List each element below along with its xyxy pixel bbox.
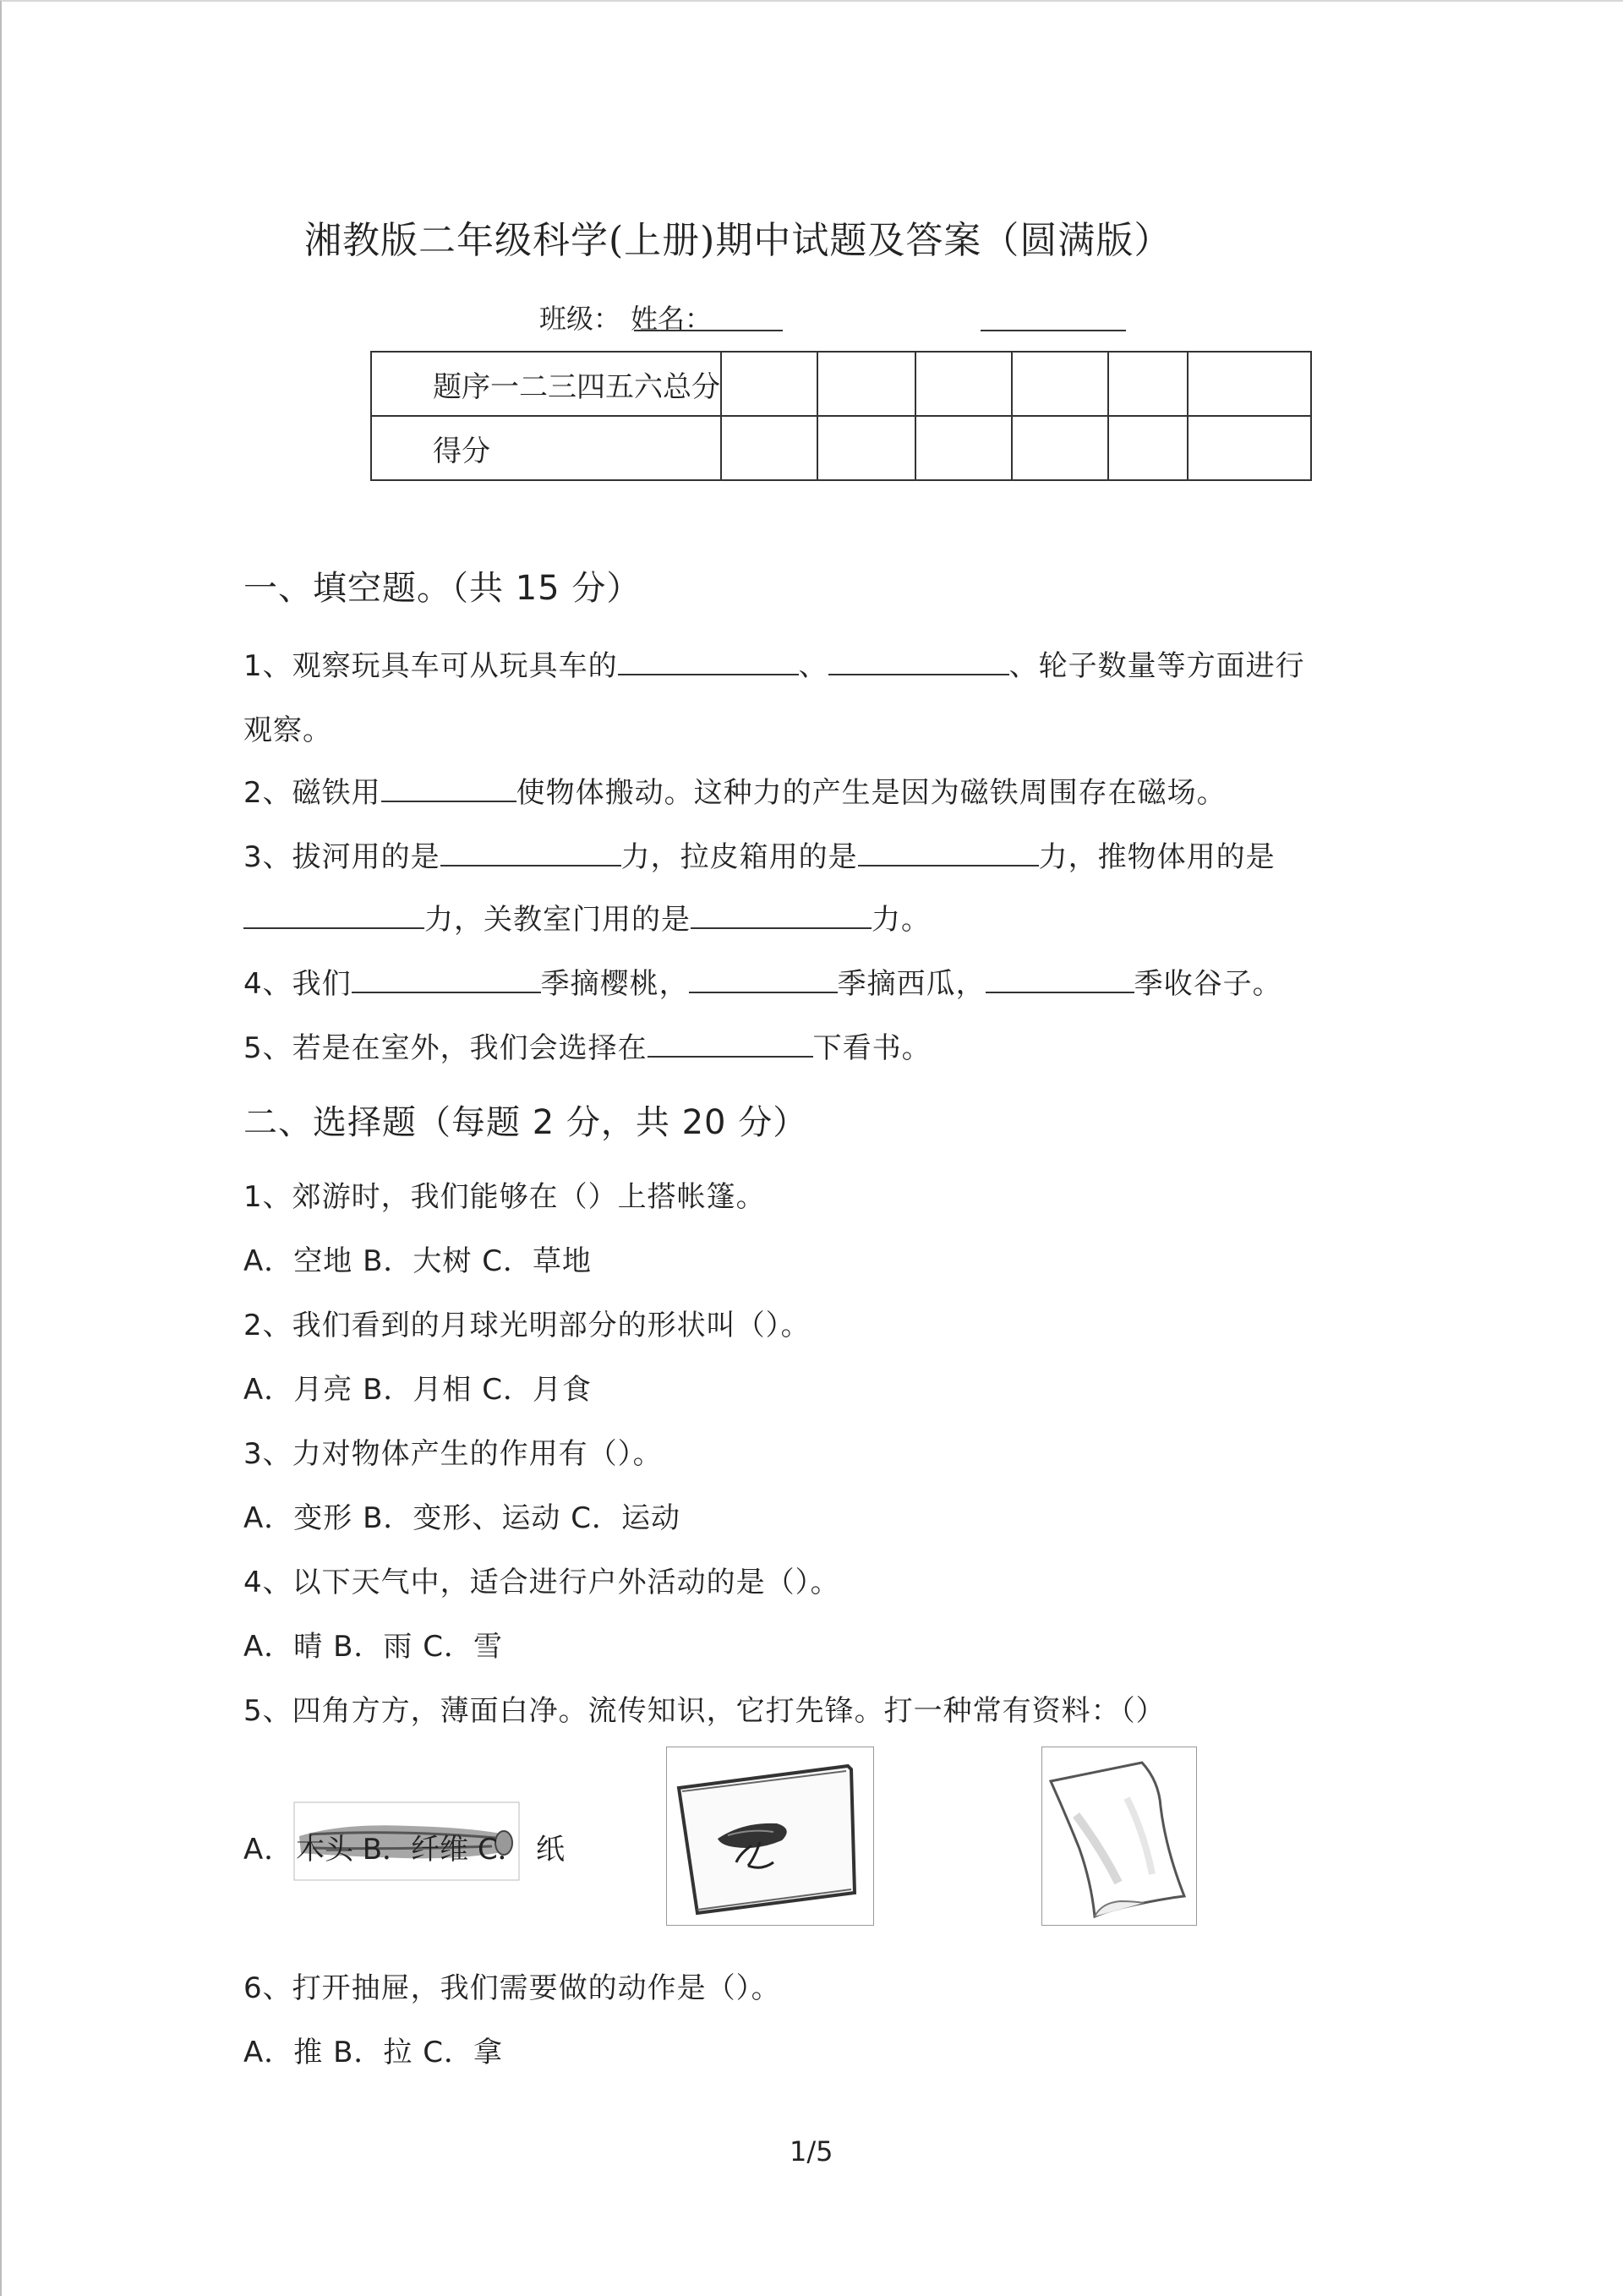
paper-image	[1041, 1747, 1197, 1926]
fiber-image	[666, 1747, 874, 1926]
score-cell	[915, 352, 1012, 416]
s1-q1-text-c: 、轮子数量等方面进行	[1008, 649, 1305, 683]
s1-q2	[243, 769, 1227, 811]
s1-q5-text-b: 下看书。	[812, 1031, 932, 1065]
answer-blank	[858, 841, 1039, 866]
answer-blank	[648, 1032, 813, 1058]
header-label-cell	[371, 352, 721, 416]
section2-heading: 二、选择题（每题 2 分，共 20 分）	[243, 1103, 808, 1142]
wood-image	[292, 1801, 527, 1882]
s2-q2-options: A．月亮 B．月相 C．月食	[243, 1373, 592, 1407]
s1-q4	[243, 960, 1282, 1002]
s1-q5	[243, 1025, 932, 1066]
score-cell	[817, 352, 915, 416]
s1-q5-text-a: 5、若是在室外，我们会选择在	[243, 1031, 648, 1065]
s2-q4-options: A．晴 B．雨 C．雪	[243, 1630, 503, 1664]
s1-q4-text-b: 季摘樱桃，	[540, 967, 689, 1001]
score-table-score-row	[371, 416, 1311, 480]
score-cell	[1012, 352, 1108, 416]
s1-q4-text-c: 季摘西瓜，	[837, 967, 986, 1001]
s1-q3-text-b: 力，拉皮箱用的是	[620, 840, 858, 874]
paper-sheet-icon	[1042, 1747, 1196, 1925]
answer-blank	[689, 968, 838, 993]
s1-q3-text-c: 力，推物体用的是	[1038, 840, 1276, 874]
s1-q4-text-d: 季收谷子。	[1134, 967, 1282, 1001]
s1-q4-text-a: 4、我们	[243, 967, 352, 1001]
answer-blank	[691, 904, 872, 929]
s2-q3-options: A．变形 B．变形、运动 C．运动	[243, 1501, 680, 1535]
score-cell	[721, 416, 817, 480]
score-cell	[1108, 416, 1188, 480]
score-cell	[721, 352, 817, 416]
s2-q4-question: 4、以下天气中，适合进行户外活动的是（）。	[243, 1566, 840, 1599]
s2-q2-question: 2、我们看到的月球光明部分的形状叫（）。	[243, 1309, 811, 1342]
answer-blank	[828, 650, 1009, 675]
class-blank	[981, 330, 1126, 331]
s1-q3-text-e: 力。	[872, 903, 931, 937]
score-table	[370, 351, 1312, 481]
class-label: 班级：	[539, 303, 621, 335]
s2-q6-options: A．推 B．拉 C．拿	[243, 2036, 503, 2069]
header-label: 题序一二三四五六总分	[433, 369, 720, 404]
fiber-cloth-icon	[667, 1747, 873, 1925]
answer-blank	[352, 968, 541, 993]
score-table-header-row	[371, 352, 1311, 416]
s1-q3-line2	[243, 896, 931, 938]
score-cell	[1188, 416, 1311, 480]
score-cell	[1108, 352, 1188, 416]
answer-blank	[986, 968, 1134, 993]
page-number: 1/5	[790, 2135, 833, 2168]
s2-q3-question: 3、力对物体产生的作用有（）。	[243, 1437, 663, 1471]
s2-q5-option-c: 纸	[536, 1833, 566, 1867]
s1-q3-text-a: 3、拔河用的是	[243, 840, 440, 874]
s1-q3-text-d: 力，关教室门用的是	[424, 903, 691, 937]
score-cell	[817, 416, 915, 480]
s2-q6-question: 6、打开抽屉，我们需要做的动作是（）。	[243, 1971, 781, 2005]
answer-blank	[243, 904, 424, 929]
s1-q3-line1	[243, 834, 1276, 875]
s2-q1-options: A．空地 B．大树 C．草地	[243, 1244, 592, 1278]
score-cell	[1188, 352, 1311, 416]
s1-q1-text-a: 1、观察玩具车可从玩具车的	[243, 649, 618, 683]
s2-q5-option-b-text: 木头 B．纤维 C．	[296, 1833, 527, 1867]
s2-q5-option-a: A．	[243, 1833, 294, 1867]
section1-heading: 一、填空题。（共 15 分）	[243, 569, 642, 608]
s1-q1-line1	[243, 642, 1305, 684]
s1-q1-text-b: 、	[798, 649, 828, 683]
name-blank	[634, 330, 783, 331]
score-cell	[1012, 416, 1108, 480]
score-label-cell	[371, 416, 721, 480]
s1-q1-line2: 观察。	[243, 713, 332, 747]
answer-blank	[440, 841, 621, 866]
answer-blank	[381, 777, 516, 802]
s2-q5-question: 5、四角方方，薄面白净。流传知识，它打先锋。打一种常有资料：（）	[243, 1694, 1166, 1728]
score-label: 得分	[433, 434, 490, 468]
name-label: 姓名：	[631, 303, 713, 335]
score-cell	[915, 416, 1012, 480]
s2-q1-question: 1、郊游时，我们能够在（）上搭帐篷。	[243, 1180, 766, 1214]
page-title: 湘教版二年级科学(上册)期中试题及答案（圆满版）	[304, 219, 1172, 262]
answer-blank	[618, 650, 799, 675]
s1-q2-text-b: 使物体搬动。这种力的产生是因为磁铁周围存在磁场。	[516, 776, 1227, 810]
s1-q2-text-a: 2、磁铁用	[243, 776, 381, 810]
